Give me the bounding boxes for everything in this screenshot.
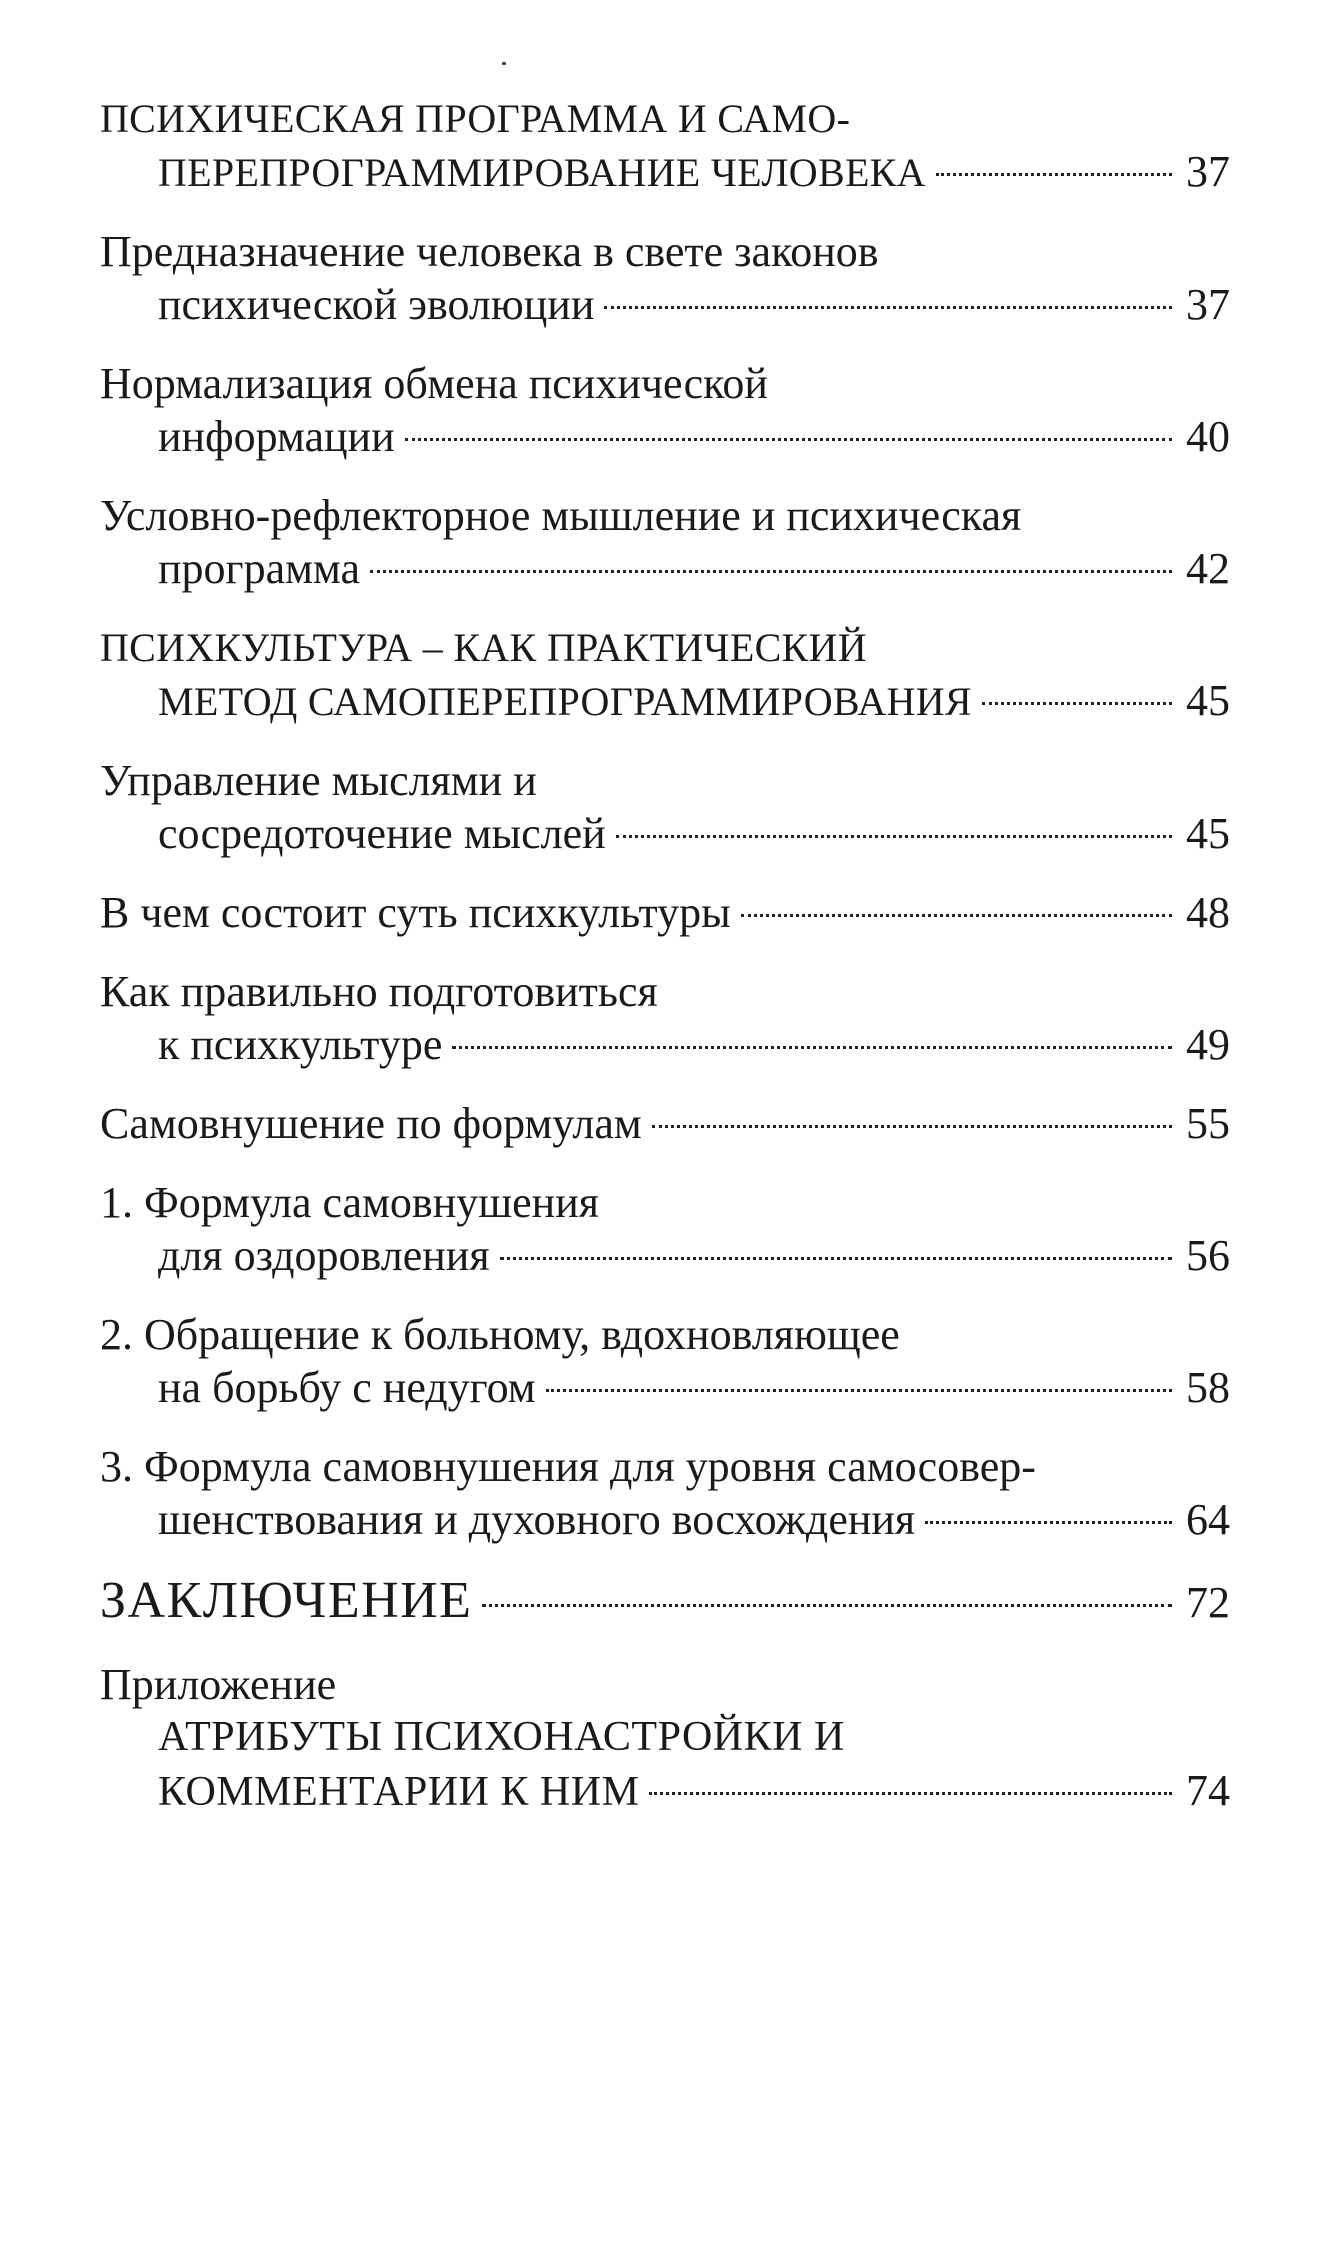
toc-entry-title-line2: психической эволюции bbox=[158, 280, 595, 329]
toc-entry-line bbox=[100, 1572, 1230, 1632]
appendix-heading: Приложение bbox=[100, 1660, 337, 1709]
toc-entry-title-line2: на борьбу с недугом bbox=[158, 1363, 536, 1412]
toc-entry-title-line1: Как правильно подготовиться bbox=[100, 967, 658, 1016]
toc-page-number: 55 bbox=[1186, 1099, 1230, 1148]
toc-entry-thought-control[interactable] bbox=[100, 754, 1230, 860]
toc-entry-line bbox=[100, 807, 1230, 860]
dot-leader bbox=[452, 1046, 1172, 1049]
toc-entry-title-line2: сосредоточение мыслей bbox=[158, 809, 606, 858]
dot-leader bbox=[741, 914, 1172, 917]
toc-entry-title-line2: шенствования и духовного восхождения bbox=[158, 1495, 916, 1544]
toc-page-number: 42 bbox=[1186, 544, 1230, 593]
dot-leader bbox=[925, 1521, 1172, 1524]
toc-entry-line bbox=[100, 542, 1230, 595]
toc-entry-line bbox=[100, 410, 1230, 463]
dot-leader bbox=[370, 570, 1172, 573]
toc-entry-title-line1: ПСИХКУЛЬТУРА – КАК ПРАКТИЧЕСКИЙ bbox=[100, 625, 867, 670]
toc-entry-line bbox=[100, 1361, 1230, 1414]
appendix-title-line2: КОММЕНТАРИИ К НИМ bbox=[158, 1769, 640, 1815]
toc-entry-essence-of-psychculture[interactable] bbox=[100, 886, 1230, 939]
toc-entry-line bbox=[100, 886, 1230, 939]
dot-leader bbox=[405, 438, 1172, 441]
toc-entry-info-exchange[interactable] bbox=[100, 357, 1230, 463]
dot-leader bbox=[982, 702, 1172, 705]
scan-speck bbox=[502, 62, 506, 65]
toc-page-number: 74 bbox=[1186, 1766, 1230, 1815]
toc-entry-line bbox=[100, 1018, 1230, 1071]
toc-page-number: 37 bbox=[1186, 147, 1230, 196]
toc-entry-title-line1: Управление мыслями и bbox=[100, 756, 537, 805]
toc-entry-appendix[interactable] bbox=[100, 1658, 1230, 1819]
toc-entry-title-line1: 3. Формула самовнушения для уровня самосовер- bbox=[100, 1442, 1036, 1491]
toc-entry-line bbox=[100, 1493, 1230, 1546]
toc-entry-preparation[interactable] bbox=[100, 965, 1230, 1071]
toc-entry-title-line1: 2. Обращение к больному, вдохновляющее bbox=[100, 1310, 900, 1359]
toc-entry-formula-healing[interactable] bbox=[100, 1176, 1230, 1282]
toc-page-number: 37 bbox=[1186, 280, 1230, 329]
toc-page-number: 45 bbox=[1186, 809, 1230, 858]
toc-entry-appeal-to-patient[interactable] bbox=[100, 1308, 1230, 1414]
dot-leader bbox=[649, 1792, 1172, 1795]
toc-entry-title-line2: МЕТОД САМОПЕРЕПРОГРАММИРОВАНИЯ bbox=[158, 679, 972, 724]
dot-leader bbox=[482, 1604, 1172, 1607]
toc-page-number: 45 bbox=[1186, 676, 1230, 725]
toc-entry-title: Самовнушение по формулам bbox=[100, 1099, 642, 1148]
toc-entry-psychculture-method[interactable] bbox=[100, 621, 1230, 728]
dot-leader bbox=[500, 1257, 1172, 1260]
toc-entry-formula-self-improvement[interactable] bbox=[100, 1440, 1230, 1546]
table-of-contents bbox=[100, 92, 1230, 1845]
toc-entry-line bbox=[100, 278, 1230, 331]
dot-leader bbox=[604, 306, 1172, 309]
appendix-title-line1: АТРИБУТЫ ПСИХОНАСТРОЙКИ И bbox=[158, 1714, 845, 1760]
toc-entry-reflex-thinking[interactable] bbox=[100, 489, 1230, 595]
dot-leader bbox=[652, 1125, 1172, 1128]
toc-entry-title-line1: 1. Формула самовнушения bbox=[100, 1178, 599, 1227]
toc-entry-title: В чем состоит суть психкультуры bbox=[100, 888, 731, 937]
toc-entry-title-line2: информации bbox=[158, 412, 395, 461]
toc-entry-title-line2: для оздоровления bbox=[158, 1231, 490, 1280]
toc-page-number: 49 bbox=[1186, 1020, 1230, 1069]
toc-page-number: 48 bbox=[1186, 888, 1230, 937]
toc-entry-title-line1: Предназначение человека в свете законов bbox=[100, 227, 879, 276]
toc-entry-title-line2: ПЕРЕПРОГРАММИРОВАНИЕ ЧЕЛОВЕКА bbox=[158, 150, 926, 195]
toc-entry-title-line2: программа bbox=[158, 544, 361, 593]
toc-page-number: 58 bbox=[1186, 1363, 1230, 1412]
toc-page-number: 64 bbox=[1186, 1495, 1230, 1544]
dot-leader bbox=[936, 173, 1172, 176]
toc-entry-line bbox=[100, 1097, 1230, 1150]
toc-page-number: 40 bbox=[1186, 412, 1230, 461]
toc-entry-line bbox=[100, 1764, 1230, 1819]
dot-leader bbox=[546, 1389, 1172, 1392]
dot-leader bbox=[616, 835, 1172, 838]
toc-entry-title-line1: Нормализация обмена психической bbox=[100, 359, 768, 408]
toc-entry-line bbox=[100, 145, 1230, 199]
toc-entry-line bbox=[100, 674, 1230, 728]
toc-entry-title-line2: к психкультуре bbox=[158, 1020, 443, 1069]
toc-entry-line bbox=[100, 1229, 1230, 1282]
toc-entry-title-line1: ПСИХИЧЕСКАЯ ПРОГРАММА И САМО- bbox=[100, 96, 851, 141]
toc-page-number: 72 bbox=[1186, 1578, 1230, 1627]
toc-entry-self-suggestion[interactable] bbox=[100, 1097, 1230, 1150]
toc-entry-conclusion[interactable] bbox=[100, 1572, 1230, 1632]
toc-entry-title-line1: Условно-рефлекторное мышление и психическая bbox=[100, 491, 1022, 540]
toc-entry-psychic-program[interactable] bbox=[100, 92, 1230, 199]
toc-page-number: 56 bbox=[1186, 1231, 1230, 1280]
toc-entry-purpose-of-man[interactable] bbox=[100, 225, 1230, 331]
toc-entry-title: ЗАКЛЮЧЕНИЕ bbox=[100, 1572, 473, 1629]
